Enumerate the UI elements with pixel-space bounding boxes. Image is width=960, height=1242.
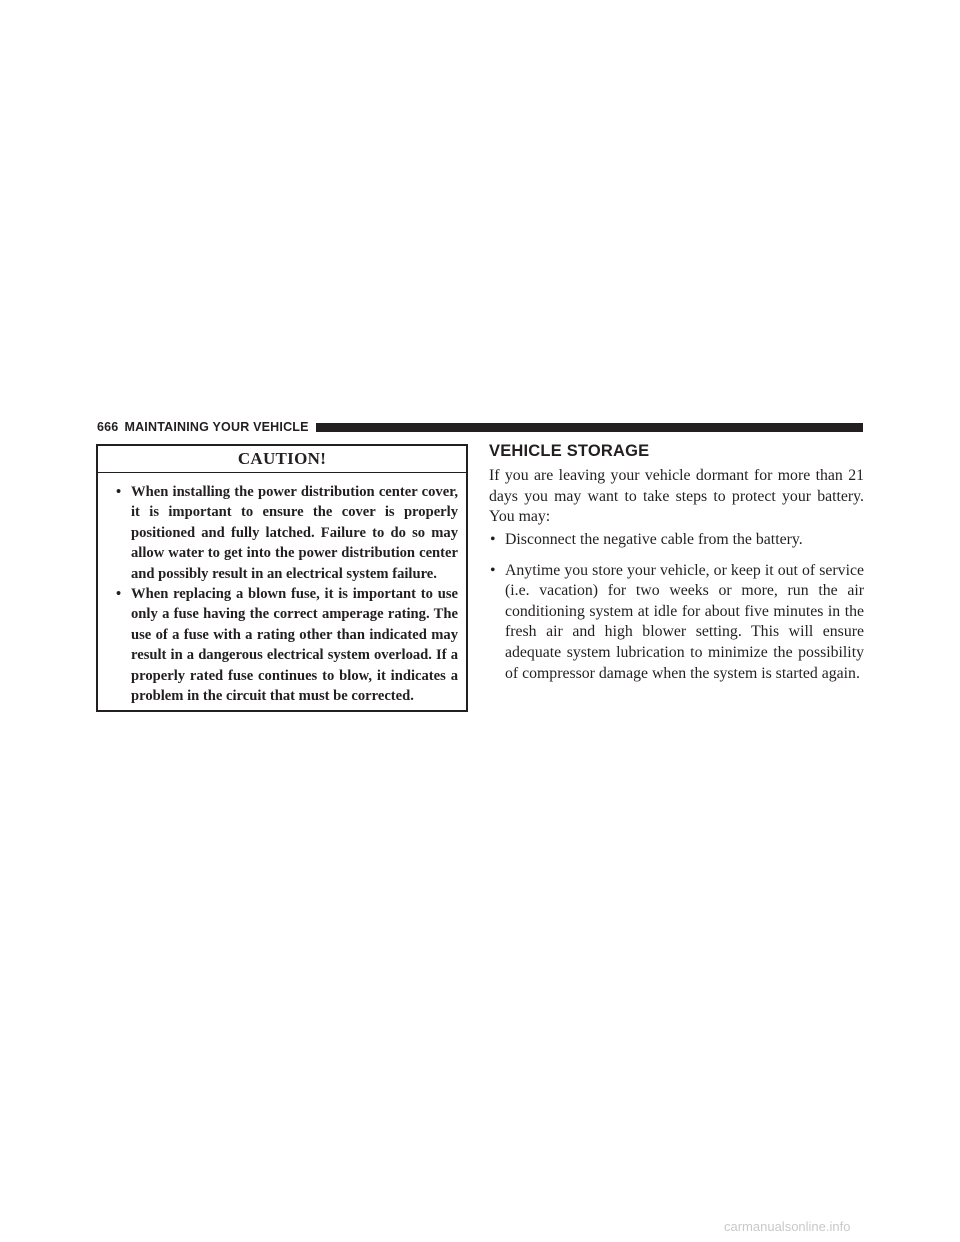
storage-item <box>489 561 864 685</box>
watermark: carmanualsonline.info <box>724 1219 851 1234</box>
section-title: MAINTAINING YOUR VEHICLE <box>124 420 309 434</box>
caution-item-text: When installing the power distribution center cover, it is important to ensure the cover is properly positioned and fully latched. Failure to do so may allow water to get into the power distribution center and possibly result in an electrical system failure. <box>131 484 458 582</box>
intro-paragraph: If you are leaving your vehicle dormant for more than 21 days you may want to take steps to protect your battery. You may: <box>489 467 864 526</box>
bullet-icon: • <box>490 561 496 579</box>
storage-item-text: Disconnect the negative cable from the battery. <box>505 531 803 548</box>
caution-item-text: When replacing a blown fuse, it is important to use only a fuse having the correct amperage rating. The use of a fuse with a rating other than indicated may result in a dangerous electrical system overload. If a properly rated fuse continues to blow, it indicates a problem in the circuit that must be corrected. <box>131 586 458 705</box>
page-number: 666 <box>97 420 119 434</box>
bullet-icon: • <box>116 484 122 500</box>
storage-list <box>489 530 864 694</box>
caution-item <box>118 584 458 706</box>
header-label <box>97 419 315 435</box>
storage-item-text: Anytime you store your vehicle, or keep it out of service (i.e. vacation) for two weeks or more, run the air conditioning system at idle for about five minutes in the fresh air and high blower setting. This will ensure adequate system lubrication to minimize the possibility of compressor damage when the system is started again. <box>505 561 864 682</box>
section-heading: VEHICLE STORAGE <box>489 442 650 460</box>
bullet-icon: • <box>490 531 496 548</box>
storage-item <box>489 530 864 551</box>
caution-item <box>118 482 458 584</box>
bullet-icon: • <box>116 586 122 603</box>
caution-title: CAUTION! <box>98 446 466 473</box>
caution-box <box>96 444 468 712</box>
header-rule <box>316 423 863 432</box>
caution-list <box>98 473 466 706</box>
